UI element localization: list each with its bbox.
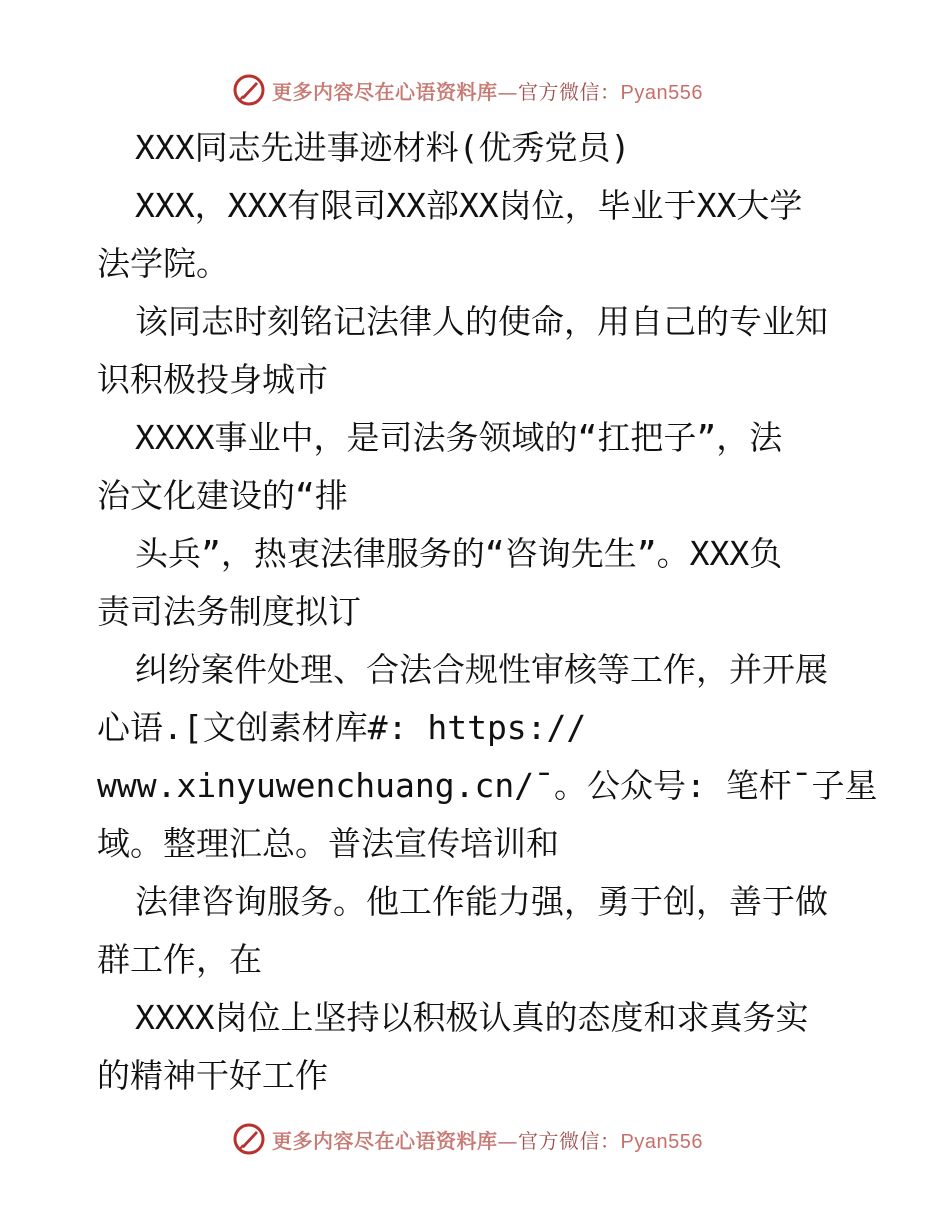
paragraph-line: 法律咨询服务。他工作能力强，勇于创，善于做 <box>135 882 828 921</box>
paragraph-line: 纠纷案件处理、合法合规性审核等工作，并开展 <box>135 650 828 689</box>
paragraph-line: 该同志时刻铭记法律人的使命，用自己的专业知 <box>135 302 828 341</box>
paragraph-line: XXXX事业中，是司法务领域的“扛把子”，法 <box>135 418 783 457</box>
paragraph-line: www.xinyuwenchuang.cn/¯。公众号: 笔杆¯子星 <box>97 766 878 805</box>
paragraph-line: 域。整理汇总。普法宣传培训和 <box>97 824 559 863</box>
banner-separator: — <box>497 79 518 104</box>
paragraph-line: 心语.[文创素材库#: https:// <box>97 708 587 747</box>
footer-banner <box>232 1121 712 1157</box>
banner-wechat-id: Pyan556 <box>620 1130 703 1153</box>
paragraph-line: 识积极投身城市 <box>97 360 328 399</box>
quill-logo-icon <box>232 73 266 107</box>
document-title: XXX同志先进事迹材料(优秀党员) <box>135 128 631 167</box>
banner-separator: — <box>497 1128 518 1153</box>
paragraph-line: XXXX岗位上坚持以积极认真的态度和求真务实 <box>135 998 809 1037</box>
paragraph-line: 的精神干好工作 <box>97 1056 328 1095</box>
paragraph-line: 治文化建设的“排 <box>97 476 348 515</box>
header-banner <box>232 72 712 108</box>
paragraph-line: 头兵”，热衷法律服务的“咨询先生”。XXX负 <box>135 534 783 573</box>
paragraph-line: 法学院。 <box>97 244 229 283</box>
paragraph-line: XXX，XXX有限司XX部XX岗位，毕业于XX大学 <box>135 186 803 225</box>
paragraph-line: 责司法务制度拟订 <box>97 592 361 631</box>
paragraph-line: 群工作，在 <box>97 940 262 979</box>
banner-wechat-label: 官方微信： <box>518 79 621 104</box>
banner-title: 更多内容尽在心语资料库 <box>272 79 498 104</box>
quill-logo-icon <box>232 1122 266 1156</box>
banner-wechat-label: 官方微信： <box>518 1128 621 1153</box>
banner-title: 更多内容尽在心语资料库 <box>272 1128 498 1153</box>
document-body <box>97 119 878 1105</box>
banner-wechat-id: Pyan556 <box>620 81 703 104</box>
